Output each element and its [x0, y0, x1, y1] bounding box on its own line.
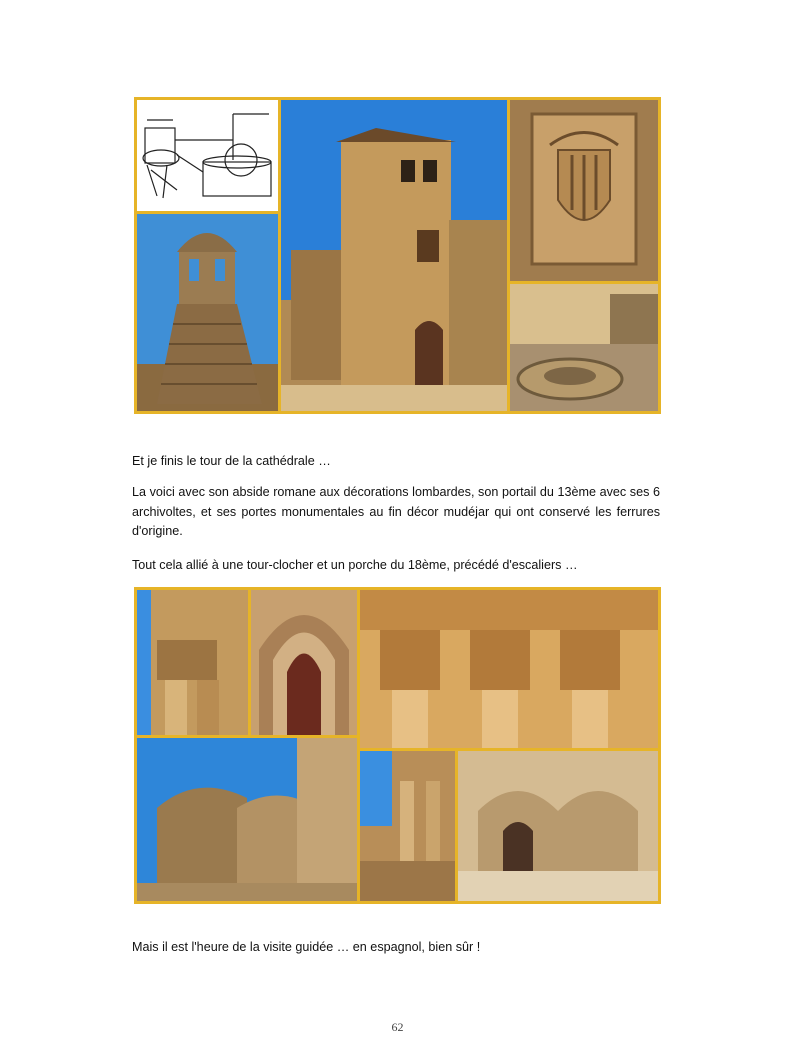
text-description: La voici avec son abside romane aux décorations lombardes, son portail du 13ème avec ses 6 archivoltes, et ses portes monumentales au fin décor mudéjar qui ont conservé les ferrures d'origine.: [132, 485, 660, 538]
photo-millstone: [510, 284, 658, 411]
photo-romanesque-apse: [137, 738, 357, 901]
text-intro: Et je finis le tour de la cathédrale …: [132, 454, 331, 468]
photo-baroque-porch: [458, 751, 658, 901]
photo-stone-tower-house: [281, 100, 507, 411]
photo-sketch-mill: [137, 100, 278, 211]
photo-capital-column: [137, 590, 248, 735]
photo-arcade-gallery: [360, 751, 455, 901]
text-guided-visit: Mais il est l'heure de la visite guidée … en espagnol, bien sûr !: [132, 940, 481, 954]
page-number: 62: [391, 1020, 404, 1034]
photo-carved-capitals: [360, 590, 658, 748]
photo-coat-of-arms: [510, 100, 658, 281]
photo-collage-cathedral: [134, 587, 661, 904]
text-tower-porch: Tout cela allié à une tour-clocher et un porche du 18ème, précédé d'escaliers …: [132, 558, 578, 572]
photo-gothic-portal: [251, 590, 357, 735]
photo-collage-top: [134, 97, 661, 414]
photo-conical-tower: [137, 214, 278, 411]
